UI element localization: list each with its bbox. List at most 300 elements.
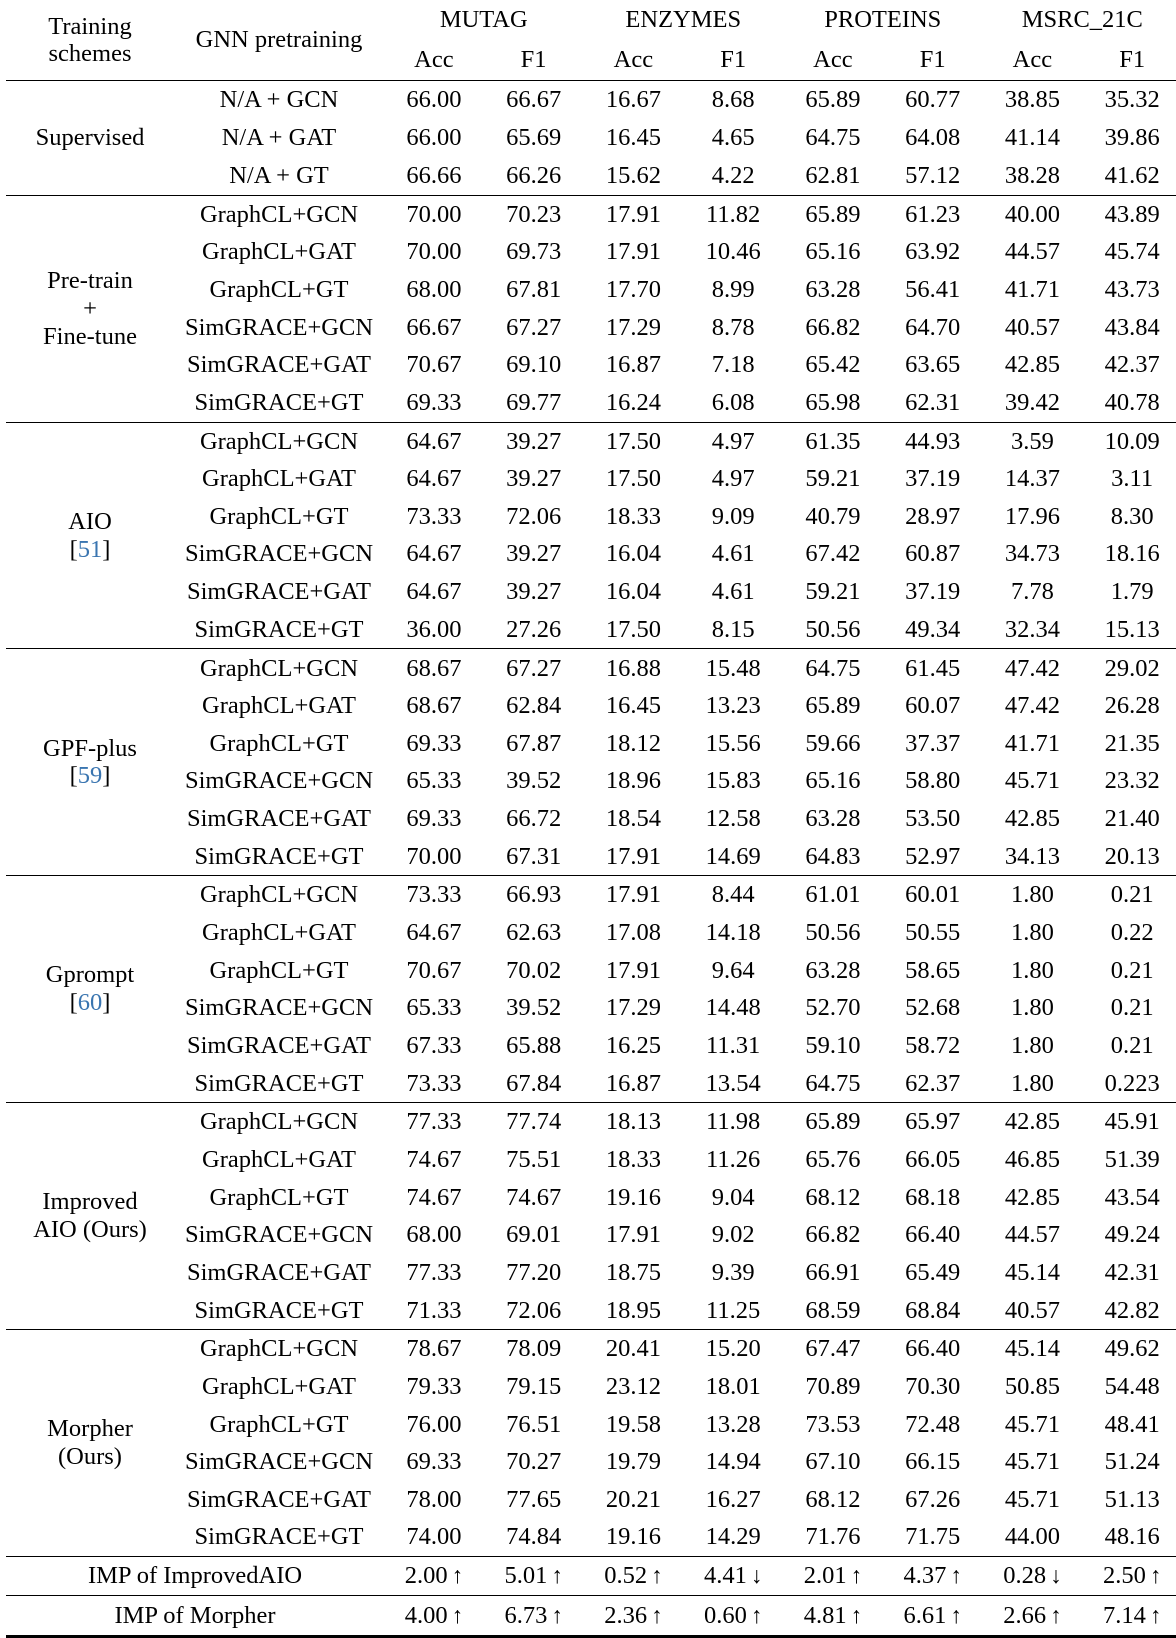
cell-value: 62.31 — [905, 388, 961, 416]
table-row — [6, 1406, 1176, 1444]
cell-value: 18.12 — [605, 729, 661, 757]
header-dataset-proteins: PROTEINS — [824, 6, 942, 34]
cell-value: 39.27 — [506, 540, 562, 568]
cell-value: 39.86 — [1104, 124, 1160, 152]
cell-value: 36.00 — [406, 615, 462, 643]
pretrain-label: GraphCL+GCN — [174, 195, 384, 233]
cell-value: 67.27 — [484, 649, 584, 687]
cell-value: 40.57 — [1004, 1296, 1060, 1324]
cell-value: 39.27 — [484, 422, 584, 460]
cell-value: 43.73 — [1104, 275, 1160, 303]
cell-value: 13.28 — [705, 1410, 761, 1438]
cell-value: 20.41 — [584, 1330, 684, 1368]
cell-value: 66.93 — [484, 876, 584, 914]
cell-value: 16.45 — [605, 692, 661, 720]
cell-value: 68.12 — [805, 1183, 861, 1211]
cell-value: 73.53 — [805, 1410, 861, 1438]
cell-value: 60.77 — [883, 81, 983, 119]
pretrain-label: GraphCL+GAT — [202, 1146, 356, 1174]
cell-value: 41.71 — [1004, 729, 1060, 757]
summary-value-text: 0.52 ↑ — [604, 1562, 663, 1590]
cell-value: 52.70 — [805, 994, 861, 1022]
table-row — [6, 611, 1176, 649]
cell-value: 77.74 — [484, 1103, 584, 1141]
arrow-up-icon: ↑ — [950, 1602, 962, 1628]
cell-value: 42.85 — [983, 1103, 1083, 1141]
pretrain-label: GraphCL+GT — [209, 1183, 349, 1211]
cell-value: 9.04 — [711, 1183, 755, 1211]
citation-60 — [6, 989, 174, 1017]
cell-value: 64.75 — [805, 1069, 861, 1097]
arrow-down-icon: ↓ — [750, 1563, 763, 1589]
group-label-line-0: AIO — [68, 507, 112, 535]
pretrain-label: GraphCL+GAT — [202, 238, 356, 266]
cell-value: 17.29 — [605, 313, 661, 341]
cell-value: 68.84 — [905, 1296, 961, 1324]
pretrain-label: SimGRACE+GT — [194, 1523, 364, 1551]
cell-value: 18.96 — [605, 767, 661, 795]
cell-value: 69.33 — [406, 729, 462, 757]
cell-value: 18.95 — [605, 1296, 661, 1324]
arrow-up-icon: ↑ — [850, 1602, 863, 1628]
table-row — [6, 1103, 1176, 1141]
cell-value: 71.75 — [905, 1523, 961, 1551]
summary-value — [384, 1596, 484, 1637]
arrow-up-icon: ↑ — [950, 1563, 962, 1589]
cell-value: 4.97 — [683, 422, 783, 460]
pretrain-label: N/A + GCN — [174, 81, 384, 119]
table-row — [6, 1141, 1176, 1179]
group-label-line-0: Improved — [42, 1188, 138, 1216]
cell-value: 77.65 — [506, 1485, 562, 1513]
cell-value: 4.22 — [711, 161, 755, 189]
cell-value: 7.78 — [1010, 578, 1054, 606]
cell-value: 65.42 — [805, 351, 861, 379]
cell-value: 65.89 — [783, 1103, 883, 1141]
cell-value: 41.71 — [1004, 275, 1060, 303]
table-row — [6, 762, 1176, 800]
cell-value: 34.73 — [1004, 540, 1060, 568]
cell-value: 70.67 — [406, 351, 462, 379]
cell-value: 1.80 — [1010, 1031, 1054, 1059]
cell-value: 45.91 — [1082, 1103, 1176, 1141]
table-row — [6, 422, 1176, 460]
cell-value: 65.69 — [506, 124, 562, 152]
cell-value: 74.84 — [506, 1523, 562, 1551]
cell-value: 8.78 — [711, 313, 755, 341]
summary-value-text: 6.61 ↑ — [903, 1601, 962, 1629]
cell-value: 63.28 — [805, 956, 861, 984]
citation-bracket-close: ] — [102, 535, 111, 563]
cell-value: 64.67 — [406, 540, 462, 568]
cell-value: 1.80 — [1010, 919, 1054, 947]
cell-value: 44.93 — [883, 422, 983, 460]
cell-value: 61.23 — [883, 195, 983, 233]
summary-value-text: 2.01 ↑ — [803, 1562, 863, 1590]
cell-value: 68.67 — [406, 692, 462, 720]
cell-value: 37.19 — [905, 465, 961, 493]
group-label-1 — [6, 195, 174, 422]
pretrain-label: SimGRACE+GT — [194, 842, 364, 870]
cell-value: 44.57 — [1004, 1221, 1060, 1249]
summary-value-text: 2.36 ↑ — [604, 1601, 663, 1629]
cell-value: 64.67 — [406, 919, 462, 947]
cell-value: 1.79 — [1110, 578, 1154, 606]
summary-value — [384, 1557, 484, 1596]
cell-value: 17.91 — [605, 842, 661, 870]
citation-number[interactable]: 51 — [77, 535, 103, 563]
cell-value: 17.70 — [605, 275, 661, 303]
cell-value: 73.33 — [406, 1069, 462, 1097]
cell-value: 73.33 — [406, 502, 462, 530]
cell-value: 39.27 — [506, 465, 562, 493]
cell-value: 67.31 — [506, 842, 562, 870]
cell-value: 61.45 — [883, 649, 983, 687]
cell-value: 41.14 — [1004, 124, 1060, 152]
cell-value: 11.82 — [683, 195, 783, 233]
cell-value: 0.21 — [1110, 994, 1154, 1022]
cell-value: 70.67 — [406, 956, 462, 984]
citation-number[interactable]: 59 — [77, 762, 103, 790]
summary-row — [6, 1596, 1176, 1637]
cell-value: 26.28 — [1104, 692, 1160, 720]
header-metric-proteins-acc: Acc — [813, 46, 853, 74]
table-row — [6, 536, 1176, 574]
summary-value — [584, 1557, 684, 1596]
cell-value: 16.24 — [605, 388, 661, 416]
summary-value — [1082, 1596, 1176, 1637]
cell-value: 60.87 — [905, 540, 961, 568]
cell-value: 49.34 — [905, 615, 961, 643]
summary-value — [883, 1557, 983, 1596]
header-metric-mutag-acc: Acc — [414, 46, 454, 74]
cell-value: 8.99 — [711, 275, 755, 303]
cell-value: 38.28 — [1004, 161, 1060, 189]
cell-value: 75.51 — [506, 1146, 562, 1174]
cell-value: 64.08 — [905, 124, 961, 152]
cell-value: 18.01 — [705, 1373, 761, 1401]
pretrain-label: GraphCL+GT — [209, 502, 349, 530]
table-row — [6, 1254, 1176, 1292]
group-label-line-1: AIO (Ours) — [33, 1216, 147, 1244]
citation-51 — [6, 536, 174, 564]
pretrain-label: GraphCL+GT — [209, 1410, 349, 1438]
pretrain-label: N/A + GAT — [221, 124, 337, 152]
pretrain-label: SimGRACE+GCN — [184, 994, 374, 1022]
cell-value: 0.21 — [1110, 1031, 1154, 1059]
citation-number[interactable]: 60 — [77, 989, 103, 1017]
group-label-line-0: Gprompt — [45, 961, 135, 989]
pretrain-label: GraphCL+GT — [209, 729, 349, 757]
cell-value: 59.21 — [805, 578, 861, 606]
cell-value: 1.80 — [983, 876, 1083, 914]
cell-value: 65.98 — [805, 388, 861, 416]
group-label-line-0: Morpher — [47, 1415, 133, 1443]
cell-value: 74.67 — [406, 1146, 462, 1174]
cell-value: 0.223 — [1104, 1069, 1160, 1097]
cell-value: 0.21 — [1110, 956, 1154, 984]
header-metric-msrc_21c-f1: F1 — [1119, 46, 1146, 74]
cell-value: 45.71 — [1004, 1448, 1060, 1476]
summary-value — [883, 1596, 983, 1637]
cell-value: 8.30 — [1110, 502, 1154, 530]
pretrain-label: SimGRACE+GCN — [184, 767, 374, 795]
header-training-schemes — [6, 0, 174, 81]
table-row — [6, 573, 1176, 611]
cell-value: 61.01 — [783, 876, 883, 914]
cell-value: 58.72 — [905, 1031, 961, 1059]
cell-value: 69.33 — [406, 1448, 462, 1476]
summary-value — [683, 1557, 783, 1596]
pretrain-label: GraphCL+GT — [209, 275, 349, 303]
pretrain-label: SimGRACE+GAT — [187, 1031, 371, 1059]
cell-value: 68.59 — [805, 1296, 861, 1324]
cell-value: 70.27 — [506, 1448, 562, 1476]
cell-value: 27.26 — [506, 615, 562, 643]
summary-value-text: 4.37 ↑ — [903, 1562, 962, 1590]
pretrain-label: SimGRACE+GT — [194, 388, 364, 416]
table-row — [6, 876, 1176, 914]
cell-value: 45.14 — [983, 1330, 1083, 1368]
cell-value: 17.50 — [584, 422, 684, 460]
cell-value: 39.52 — [506, 767, 562, 795]
cell-value: 66.66 — [406, 161, 462, 189]
pretrain-label: SimGRACE+GAT — [187, 351, 371, 379]
cell-value: 64.67 — [384, 422, 484, 460]
pretrain-label: GraphCL+GCN — [174, 876, 384, 914]
cell-value: 74.67 — [506, 1183, 562, 1211]
cell-value: 43.89 — [1082, 195, 1176, 233]
cell-value: 18.13 — [584, 1103, 684, 1141]
cell-value: 34.13 — [1004, 842, 1060, 870]
cell-value: 69.33 — [406, 804, 462, 832]
cell-value: 17.08 — [605, 919, 661, 947]
cell-value: 45.71 — [1004, 1410, 1060, 1438]
pretrain-label: GraphCL+GT — [209, 956, 349, 984]
cell-value: 70.23 — [484, 195, 584, 233]
cell-value: 69.77 — [506, 388, 562, 416]
summary-value — [1082, 1557, 1176, 1596]
cell-value: 67.47 — [783, 1330, 883, 1368]
arrow-up-icon: ↑ — [1149, 1602, 1162, 1628]
header-metric-enzymes-acc: Acc — [613, 46, 654, 74]
cell-value: 9.39 — [711, 1258, 755, 1286]
cell-value: 23.12 — [605, 1373, 661, 1401]
cell-value: 1.80 — [1010, 956, 1054, 984]
cell-value: 17.29 — [605, 994, 661, 1022]
cell-value: 69.10 — [506, 351, 562, 379]
header-dataset-enzymes: ENZYMES — [625, 6, 742, 34]
pretrain-label: GraphCL+GAT — [202, 465, 356, 493]
cell-value: 77.33 — [384, 1103, 484, 1141]
pretrain-label: SimGRACE+GAT — [187, 1258, 371, 1286]
table-row — [6, 725, 1176, 763]
cell-value: 61.35 — [783, 422, 883, 460]
arrow-up-icon: ↑ — [451, 1563, 464, 1589]
cell-value: 63.65 — [905, 351, 961, 379]
cell-value: 50.55 — [905, 919, 961, 947]
cell-value: 19.16 — [605, 1523, 661, 1551]
table-row — [6, 346, 1176, 384]
cell-value: 50.85 — [1004, 1373, 1060, 1401]
cell-value: 66.91 — [805, 1258, 861, 1286]
cell-value: 64.70 — [905, 313, 961, 341]
cell-value: 12.58 — [705, 804, 761, 832]
cell-value: 16.04 — [605, 578, 661, 606]
cell-value: 70.89 — [805, 1373, 861, 1401]
cell-value: 16.87 — [605, 351, 661, 379]
cell-value: 47.42 — [1004, 692, 1060, 720]
arrow-up-icon: ↑ — [850, 1563, 863, 1589]
header-dataset-mutag: MUTAG — [439, 6, 528, 34]
cell-value: 66.40 — [905, 1221, 961, 1249]
cell-value: 64.67 — [406, 578, 462, 606]
table-row — [6, 157, 1176, 195]
cell-value: 10.09 — [1082, 422, 1176, 460]
cell-value: 16.45 — [605, 124, 661, 152]
cell-value: 40.57 — [1004, 313, 1060, 341]
cell-value: 65.49 — [905, 1258, 961, 1286]
summary-value-text: 4.41 ↓ — [703, 1562, 763, 1590]
pretrain-label: GraphCL+GAT — [202, 919, 356, 947]
cell-value: 10.46 — [705, 238, 761, 266]
table-header-row-groups — [6, 0, 1176, 40]
cell-value: 67.33 — [406, 1031, 462, 1059]
table-row — [6, 1065, 1176, 1103]
cell-value: 37.37 — [905, 729, 961, 757]
cell-value: 11.98 — [683, 1103, 783, 1141]
cell-value: 19.16 — [605, 1183, 661, 1211]
cell-value: 66.26 — [506, 161, 562, 189]
cell-value: 14.69 — [705, 842, 761, 870]
cell-value: 67.42 — [805, 540, 861, 568]
cell-value: 68.00 — [406, 1221, 462, 1249]
cell-value: 64.67 — [406, 465, 462, 493]
pretrain-label: GraphCL+GCN — [174, 422, 384, 460]
cell-value: 66.00 — [384, 81, 484, 119]
table-row — [6, 1368, 1176, 1406]
citation-bracket-close: ] — [102, 762, 111, 790]
pretrain-label: SimGRACE+GT — [194, 615, 364, 643]
cell-value: 79.15 — [506, 1373, 562, 1401]
cell-value: 43.54 — [1104, 1183, 1160, 1211]
cell-value: 45.14 — [1004, 1258, 1060, 1286]
table-row — [6, 81, 1176, 119]
cell-value: 49.24 — [1104, 1221, 1160, 1249]
table-row — [6, 952, 1176, 990]
cell-value: 78.09 — [484, 1330, 584, 1368]
group-label-0 — [6, 81, 174, 195]
cell-value: 66.67 — [484, 81, 584, 119]
group-label-line-1: + — [83, 294, 97, 322]
cell-value: 77.20 — [506, 1258, 562, 1286]
cell-value: 72.06 — [506, 1296, 562, 1324]
table-row — [6, 1179, 1176, 1217]
cell-value: 66.00 — [406, 124, 462, 152]
citation-bracket-open: [ — [69, 989, 78, 1017]
table-row — [6, 309, 1176, 347]
cell-value: 65.76 — [805, 1146, 861, 1174]
cell-value: 62.84 — [506, 692, 562, 720]
summary-value — [484, 1557, 584, 1596]
cell-value: 11.31 — [706, 1031, 761, 1059]
cell-value: 40.78 — [1104, 388, 1160, 416]
cell-value: 67.87 — [506, 729, 562, 757]
header-metric-mutag-f1: F1 — [520, 46, 547, 74]
cell-value: 65.89 — [805, 692, 861, 720]
cell-value: 63.92 — [905, 238, 961, 266]
pretrain-label: SimGRACE+GCN — [184, 1448, 374, 1476]
cell-value: 65.97 — [883, 1103, 983, 1141]
arrow-up-icon: ↑ — [651, 1563, 663, 1589]
cell-value: 42.85 — [1004, 804, 1060, 832]
cell-value: 20.21 — [605, 1485, 661, 1513]
cell-value: 8.68 — [683, 81, 783, 119]
cell-value: 63.28 — [805, 275, 861, 303]
cell-value: 35.32 — [1082, 81, 1176, 119]
cell-value: 4.61 — [711, 540, 755, 568]
cell-value: 78.00 — [406, 1485, 462, 1513]
cell-value: 38.85 — [983, 81, 1083, 119]
arrow-up-icon: ↑ — [651, 1602, 663, 1628]
group-label-6 — [6, 1330, 174, 1557]
cell-value: 15.83 — [705, 767, 761, 795]
pretrain-label: GraphCL+GCN — [174, 1103, 384, 1141]
cell-value: 60.01 — [883, 876, 983, 914]
cell-value: 11.25 — [706, 1296, 761, 1324]
cell-value: 18.33 — [605, 1146, 661, 1174]
arrow-up-icon: ↑ — [551, 1602, 563, 1628]
arrow-up-icon: ↑ — [1050, 1602, 1062, 1628]
cell-value: 15.13 — [1104, 615, 1160, 643]
summary-value — [683, 1596, 783, 1637]
cell-value: 65.16 — [805, 767, 861, 795]
summary-value — [783, 1557, 883, 1596]
header-training-schemes-line-0: Training — [48, 12, 132, 40]
summary-value-text: 4.81 ↑ — [803, 1601, 863, 1629]
cell-value: 69.33 — [406, 388, 462, 416]
cell-value: 20.13 — [1104, 842, 1160, 870]
cell-value: 39.52 — [506, 994, 562, 1022]
cell-value: 15.20 — [683, 1330, 783, 1368]
table-row — [6, 1027, 1176, 1065]
group-label-line-0: GPF-plus — [43, 734, 137, 762]
citation-bracket-open: [ — [69, 535, 78, 563]
summary-value-text: 2.50 ↑ — [1102, 1562, 1162, 1590]
summary-value-text: 0.28 ↓ — [1003, 1562, 1062, 1590]
cell-value: 68.67 — [384, 649, 484, 687]
cell-value: 6.08 — [711, 388, 755, 416]
summary-value — [983, 1596, 1083, 1637]
group-label-2 — [6, 422, 174, 649]
cell-value: 42.85 — [1004, 351, 1060, 379]
table-row — [6, 687, 1176, 725]
summary-value — [584, 1596, 684, 1637]
summary-value-text: 5.01 ↑ — [504, 1562, 563, 1590]
table-row — [6, 1291, 1176, 1329]
cell-value: 15.48 — [683, 649, 783, 687]
cell-value: 17.91 — [605, 238, 661, 266]
table-row — [6, 119, 1176, 157]
cell-value: 41.62 — [1104, 161, 1160, 189]
cell-value: 65.89 — [783, 195, 883, 233]
cell-value: 65.16 — [805, 238, 861, 266]
cell-value: 69.01 — [506, 1221, 562, 1249]
cell-value: 15.62 — [605, 161, 661, 189]
cell-value: 37.19 — [905, 578, 961, 606]
citation-59 — [6, 762, 174, 790]
group-label-line-0: Pre-train — [47, 266, 133, 294]
